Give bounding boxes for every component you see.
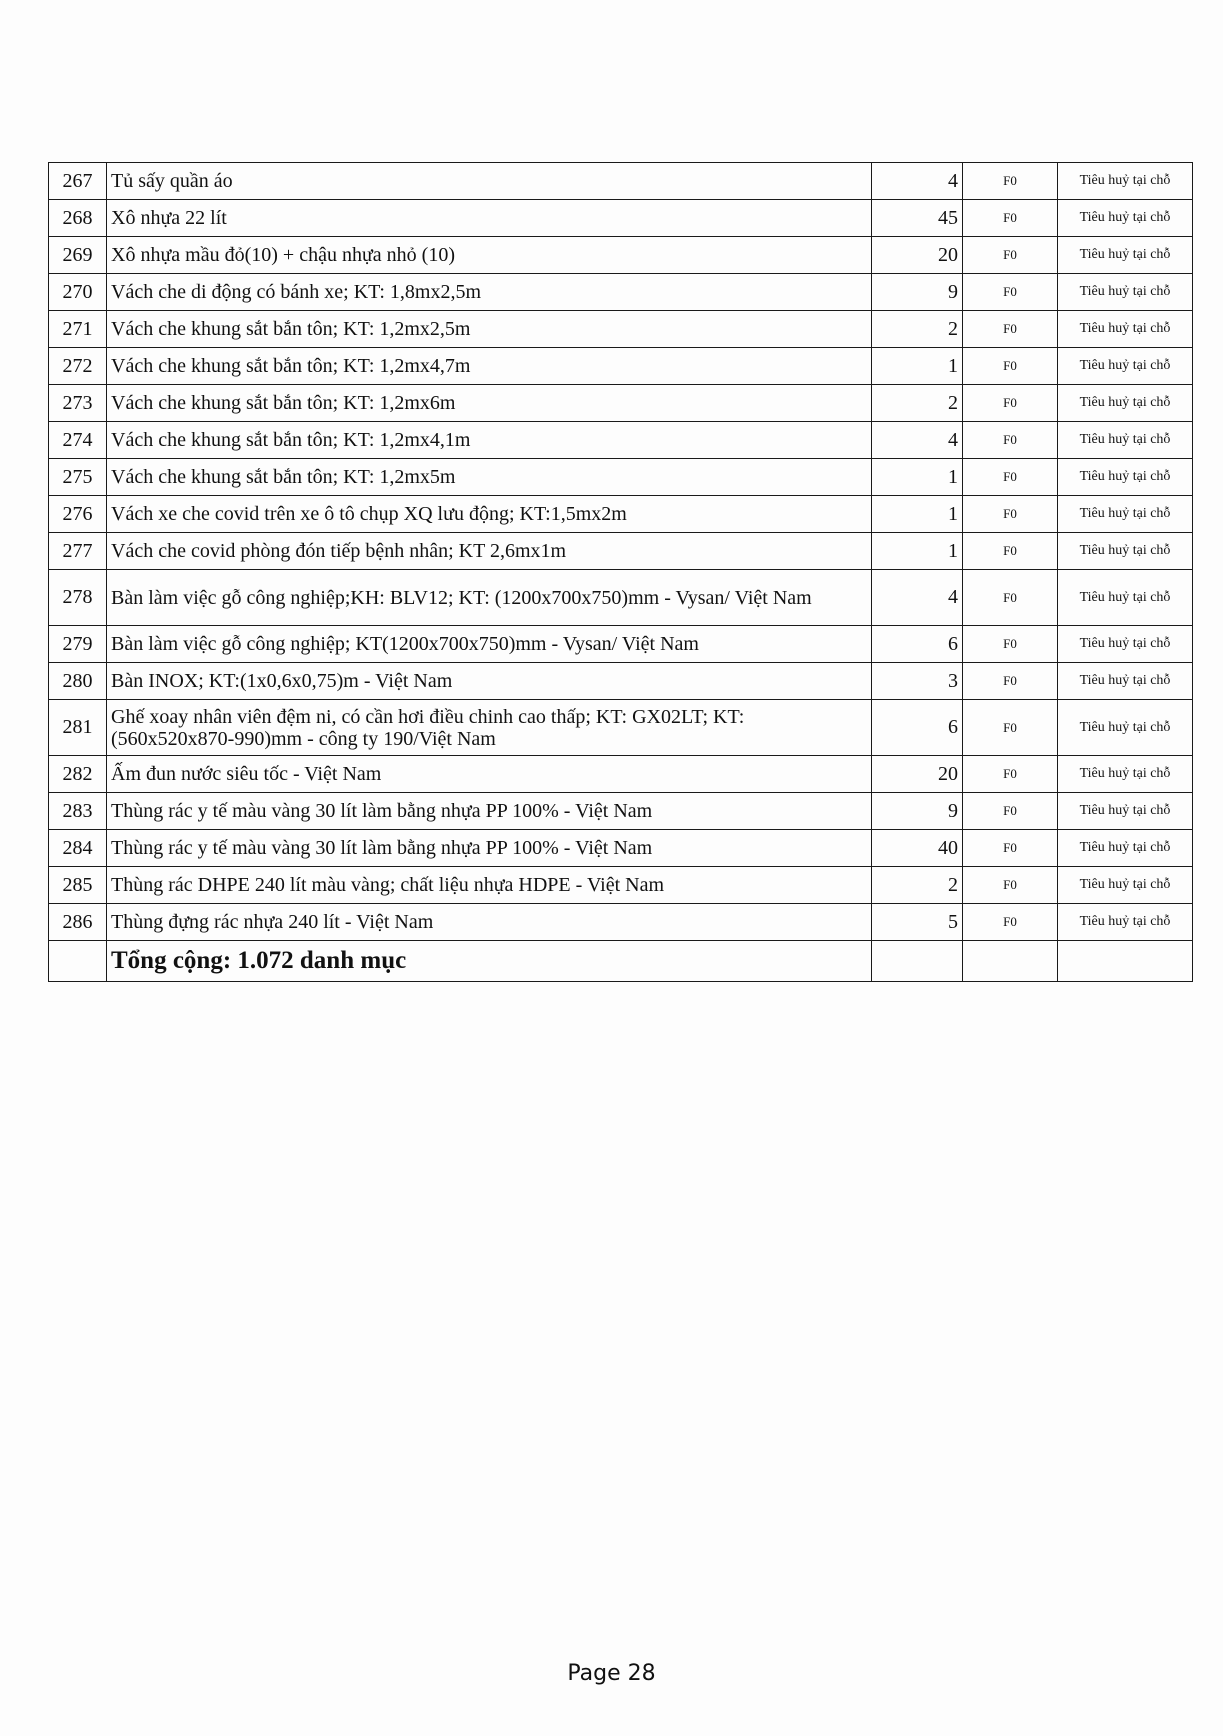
item-name: Vách xe che covid trên xe ô tô chụp XQ lưu động; KT:1,5mx2m	[107, 496, 872, 533]
disposal-method: Tiêu huỷ tại chỗ	[1058, 237, 1193, 274]
row-number: 268	[49, 200, 107, 237]
item-quantity: 4	[872, 422, 963, 459]
item-code: F0	[963, 274, 1058, 311]
row-number: 286	[49, 904, 107, 941]
item-name: Vách che khung sắt bắn tôn; KT: 1,2mx2,5m	[107, 311, 872, 348]
item-quantity: 20	[872, 237, 963, 274]
row-number: 278	[49, 570, 107, 626]
item-code: F0	[963, 663, 1058, 700]
row-number: 282	[49, 756, 107, 793]
item-code: F0	[963, 237, 1058, 274]
item-name: Vách che di động có bánh xe; KT: 1,8mx2,5m	[107, 274, 872, 311]
total-row	[49, 941, 1193, 982]
item-name: Thùng đựng rác nhựa 240 lít - Việt Nam	[107, 904, 872, 941]
row-number: 279	[49, 626, 107, 663]
item-quantity: 20	[872, 756, 963, 793]
item-name: Vách che khung sắt bắn tôn; KT: 1,2mx5m	[107, 459, 872, 496]
row-number: 281	[49, 700, 107, 756]
total-label: Tổng cộng: 1.072 danh mục	[107, 941, 872, 982]
table-row	[49, 422, 1193, 459]
disposal-method: Tiêu huỷ tại chỗ	[1058, 496, 1193, 533]
item-code: F0	[963, 830, 1058, 867]
table-row	[49, 459, 1193, 496]
row-number: 271	[49, 311, 107, 348]
row-number: 277	[49, 533, 107, 570]
item-code: F0	[963, 904, 1058, 941]
item-quantity: 1	[872, 533, 963, 570]
item-quantity: 1	[872, 459, 963, 496]
disposal-method: Tiêu huỷ tại chỗ	[1058, 626, 1193, 663]
item-code: F0	[963, 422, 1058, 459]
item-name: Vách che khung sắt bắn tôn; KT: 1,2mx6m	[107, 385, 872, 422]
disposal-method: Tiêu huỷ tại chỗ	[1058, 348, 1193, 385]
table-row	[49, 348, 1193, 385]
table-row	[49, 830, 1193, 867]
row-number: 269	[49, 237, 107, 274]
item-quantity: 2	[872, 867, 963, 904]
table-row	[49, 700, 1193, 756]
disposal-method: Tiêu huỷ tại chỗ	[1058, 570, 1193, 626]
table-row	[49, 311, 1193, 348]
row-number: 280	[49, 663, 107, 700]
item-name: Vách che covid phòng đón tiếp bệnh nhân; KT 2,6mx1m	[107, 533, 872, 570]
table-row	[49, 756, 1193, 793]
row-number: 275	[49, 459, 107, 496]
item-quantity: 5	[872, 904, 963, 941]
table-row	[49, 200, 1193, 237]
disposal-method: Tiêu huỷ tại chỗ	[1058, 422, 1193, 459]
disposal-method: Tiêu huỷ tại chỗ	[1058, 904, 1193, 941]
item-name: Xô nhựa 22 lít	[107, 200, 872, 237]
item-code: F0	[963, 311, 1058, 348]
disposal-method: Tiêu huỷ tại chỗ	[1058, 867, 1193, 904]
row-number: 283	[49, 793, 107, 830]
inventory-table-body	[49, 163, 1193, 941]
total-row-qty-cell	[872, 941, 963, 982]
item-name: Thùng rác DHPE 240 lít màu vàng; chất liệu nhựa HDPE - Việt Nam	[107, 867, 872, 904]
row-number: 273	[49, 385, 107, 422]
row-number: 276	[49, 496, 107, 533]
item-name: Thùng rác y tế màu vàng 30 lít làm bằng nhựa PP 100% - Việt Nam	[107, 830, 872, 867]
item-quantity: 9	[872, 793, 963, 830]
item-quantity: 4	[872, 570, 963, 626]
item-quantity: 2	[872, 385, 963, 422]
item-name: Vách che khung sắt bắn tôn; KT: 1,2mx4,1m	[107, 422, 872, 459]
item-code: F0	[963, 348, 1058, 385]
disposal-method: Tiêu huỷ tại chỗ	[1058, 793, 1193, 830]
item-quantity: 2	[872, 311, 963, 348]
disposal-method: Tiêu huỷ tại chỗ	[1058, 163, 1193, 200]
table-row	[49, 163, 1193, 200]
item-code: F0	[963, 385, 1058, 422]
item-code: F0	[963, 793, 1058, 830]
item-quantity: 40	[872, 830, 963, 867]
item-code: F0	[963, 533, 1058, 570]
item-quantity: 9	[872, 274, 963, 311]
total-row-method-cell	[1058, 941, 1193, 982]
item-name: Vách che khung sắt bắn tôn; KT: 1,2mx4,7m	[107, 348, 872, 385]
item-name: Bàn làm việc gỗ công nghiệp;KH: BLV12; KT: (1200x700x750)mm - Vysan/ Việt Nam	[107, 570, 872, 626]
table-row	[49, 274, 1193, 311]
row-number: 274	[49, 422, 107, 459]
item-quantity: 1	[872, 348, 963, 385]
table-row	[49, 793, 1193, 830]
disposal-method: Tiêu huỷ tại chỗ	[1058, 459, 1193, 496]
item-name: Bàn làm việc gỗ công nghiệp; KT(1200x700x750)mm - Vysan/ Việt Nam	[107, 626, 872, 663]
table-row	[49, 867, 1193, 904]
item-code: F0	[963, 163, 1058, 200]
disposal-method: Tiêu huỷ tại chỗ	[1058, 274, 1193, 311]
table-row	[49, 904, 1193, 941]
table-row	[49, 663, 1193, 700]
item-quantity: 6	[872, 700, 963, 756]
item-quantity: 3	[872, 663, 963, 700]
item-quantity: 4	[872, 163, 963, 200]
total-row-number-cell	[49, 941, 107, 982]
item-name: Tủ sấy quần áo	[107, 163, 872, 200]
item-code: F0	[963, 459, 1058, 496]
disposal-method: Tiêu huỷ tại chỗ	[1058, 830, 1193, 867]
disposal-method: Tiêu huỷ tại chỗ	[1058, 385, 1193, 422]
table-row	[49, 533, 1193, 570]
item-name: Ghế xoay nhân viên đệm ni, có cần hơi điều chinh cao thấp; KT: GX02LT; KT: (560x520x870-990)mm - công ty 190/Việt Nam	[107, 700, 872, 756]
row-number: 272	[49, 348, 107, 385]
row-number: 285	[49, 867, 107, 904]
disposal-method: Tiêu huỷ tại chỗ	[1058, 756, 1193, 793]
table-row	[49, 626, 1193, 663]
row-number: 267	[49, 163, 107, 200]
table-row	[49, 385, 1193, 422]
item-code: F0	[963, 570, 1058, 626]
item-quantity: 45	[872, 200, 963, 237]
inventory-table	[48, 162, 1193, 982]
item-code: F0	[963, 626, 1058, 663]
table-row	[49, 570, 1193, 626]
total-row-code-cell	[963, 941, 1058, 982]
item-code: F0	[963, 867, 1058, 904]
row-number: 284	[49, 830, 107, 867]
item-code: F0	[963, 756, 1058, 793]
disposal-method: Tiêu huỷ tại chỗ	[1058, 200, 1193, 237]
table-row	[49, 496, 1193, 533]
disposal-method: Tiêu huỷ tại chỗ	[1058, 663, 1193, 700]
disposal-method: Tiêu huỷ tại chỗ	[1058, 533, 1193, 570]
item-code: F0	[963, 496, 1058, 533]
disposal-method: Tiêu huỷ tại chỗ	[1058, 700, 1193, 756]
item-quantity: 6	[872, 626, 963, 663]
item-name: Xô nhựa mầu đỏ(10) + chậu nhựa nhỏ (10)	[107, 237, 872, 274]
item-code: F0	[963, 200, 1058, 237]
item-code: F0	[963, 700, 1058, 756]
item-name: Thùng rác y tế màu vàng 30 lít làm bằng nhựa PP 100% - Việt Nam	[107, 793, 872, 830]
table-row	[49, 237, 1193, 274]
item-name: Ấm đun nước siêu tốc - Việt Nam	[107, 756, 872, 793]
disposal-method: Tiêu huỷ tại chỗ	[1058, 311, 1193, 348]
item-name: Bàn INOX; KT:(1x0,6x0,75)m - Việt Nam	[107, 663, 872, 700]
page-number: Page 28	[567, 1661, 656, 1686]
row-number: 270	[49, 274, 107, 311]
item-quantity: 1	[872, 496, 963, 533]
